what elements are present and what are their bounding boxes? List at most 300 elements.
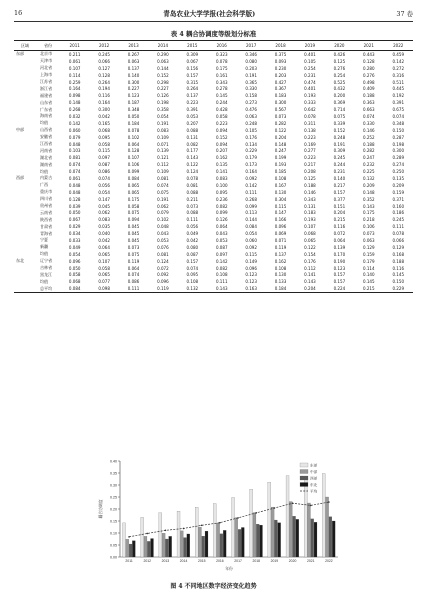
region-cell (14, 85, 36, 92)
region-cell (14, 223, 36, 230)
value-cell: 0.064 (127, 265, 140, 271)
value-cell: 0.048 (68, 182, 81, 188)
value-cell: 0.048 (68, 189, 81, 195)
value-cell: 0.176 (245, 134, 257, 140)
y-tick-label: 0.10 (110, 531, 117, 536)
value-cell: 0.066 (392, 237, 405, 243)
bar-东部 (250, 489, 253, 557)
legend-label: 西部 (310, 476, 318, 481)
value-cell: 0.135 (215, 162, 228, 168)
value-cell: 0.511 (392, 79, 405, 85)
average-point (237, 517, 239, 519)
bar-东部 (195, 507, 198, 557)
value-cell: 0.232 (362, 162, 375, 168)
value-cell: 0.092 (245, 244, 257, 250)
value-cell: 0.075 (127, 251, 140, 257)
value-cell: 0.063 (245, 113, 257, 119)
value-cell: 0.061 (68, 58, 81, 64)
column-header: 2016 (216, 43, 227, 48)
column-header: 2011 (69, 43, 80, 48)
bar-西部 (184, 538, 187, 557)
value-cell: 0.076 (157, 244, 169, 250)
value-cell: 0.115 (98, 148, 110, 154)
value-cell: 0.185 (274, 169, 287, 175)
value-cell: 0.077 (98, 279, 110, 285)
value-cell: 0.428 (215, 107, 228, 113)
value-cell: 0.236 (215, 196, 228, 202)
x-tick-label: 2013 (161, 559, 170, 563)
table-row (14, 65, 413, 72)
region-cell (14, 265, 36, 272)
value-cell: 0.148 (362, 189, 375, 195)
value-cell: 0.152 (333, 127, 346, 133)
value-cell: 0.459 (392, 51, 405, 57)
value-cell: 0.298 (157, 79, 169, 85)
value-cell: 0.427 (274, 79, 287, 85)
value-cell: 0.223 (186, 100, 199, 106)
value-cell: 0.273 (245, 100, 257, 106)
legend-swatch (300, 476, 308, 480)
value-cell: 0.074 (157, 182, 169, 188)
value-cell: 0.058 (68, 272, 81, 278)
table-row (14, 120, 413, 127)
x-tick-label: 2021 (306, 559, 315, 563)
value-cell: 0.115 (274, 203, 287, 209)
table-row (14, 147, 413, 154)
value-cell: 0.207 (215, 148, 228, 154)
value-cell: 0.073 (127, 244, 140, 250)
value-cell: 0.184 (127, 120, 140, 126)
value-cell: 0.049 (68, 244, 81, 250)
value-cell: 0.193 (274, 162, 287, 168)
value-cell: 0.401 (304, 51, 316, 57)
value-cell: 0.134 (245, 141, 257, 147)
value-cell: 0.092 (245, 175, 257, 181)
bar-中部 (144, 536, 147, 557)
table-row (14, 244, 413, 251)
value-cell: 0.215 (333, 217, 346, 223)
value-cell: 0.348 (127, 107, 140, 113)
header-rule (14, 21, 413, 22)
data-table (14, 40, 413, 293)
legend-label: 中部 (310, 469, 318, 474)
value-cell: 0.375 (274, 51, 287, 57)
value-cell: 0.190 (333, 258, 346, 264)
value-cell: 0.092 (157, 272, 169, 278)
value-cell: 0.054 (157, 113, 169, 119)
bar-中部 (253, 513, 256, 557)
value-cell: 0.287 (392, 134, 405, 140)
value-cell: 0.142 (215, 258, 228, 264)
column-header: 2015 (187, 43, 198, 48)
value-cell: 0.042 (186, 237, 199, 243)
value-cell: 0.032 (68, 113, 81, 119)
table-row (14, 196, 413, 203)
value-cell: 0.048 (68, 141, 81, 147)
column-header: 2019 (304, 43, 316, 48)
bar-西部 (238, 529, 241, 557)
journal-name: 青岛农业大学学报(社会科学版) (163, 10, 256, 18)
value-cell: 0.043 (215, 231, 228, 237)
value-cell: 0.114 (68, 72, 81, 78)
value-cell: 0.143 (215, 286, 228, 292)
chart-average-line (128, 501, 329, 537)
value-cell: 0.137 (127, 65, 140, 71)
value-cell: 0.142 (245, 182, 257, 188)
value-cell: 0.130 (274, 189, 287, 195)
value-cell: 0.162 (274, 258, 287, 264)
value-cell: 0.049 (186, 231, 199, 237)
value-cell: 0.050 (68, 210, 81, 216)
value-cell: 0.074 (362, 113, 375, 119)
value-cell: 0.073 (362, 231, 375, 237)
value-cell: 0.311 (304, 120, 316, 126)
region-cell (14, 244, 36, 251)
value-cell: 0.040 (98, 231, 110, 237)
region-cell (14, 278, 36, 285)
province-cell: 宁夏 (40, 237, 49, 243)
value-cell: 0.445 (392, 86, 405, 92)
province-cell: 均值 (40, 278, 49, 284)
value-cell: 0.204 (274, 134, 287, 140)
value-cell: 0.111 (186, 217, 199, 223)
value-cell: 0.343 (304, 196, 316, 202)
value-cell: 0.123 (245, 279, 257, 285)
bar-东部 (213, 503, 216, 557)
value-cell: 0.064 (127, 141, 140, 147)
value-cell: 0.330 (245, 86, 257, 92)
value-cell: 0.080 (245, 58, 257, 64)
legend-label: 东北 (310, 482, 318, 487)
value-cell: 0.339 (333, 120, 346, 126)
region-cell (14, 209, 36, 216)
value-cell: 0.094 (127, 217, 140, 223)
table-row (14, 230, 413, 237)
average-point (292, 502, 294, 504)
value-cell: 0.095 (215, 189, 228, 195)
value-cell: 0.173 (245, 162, 257, 168)
table-row (14, 58, 413, 65)
province-cell: 河南省 (40, 147, 53, 153)
value-cell: 0.259 (68, 79, 81, 85)
bar-东北 (314, 522, 317, 557)
value-cell: 0.113 (245, 210, 257, 216)
x-tick-label: 2011 (125, 559, 133, 563)
value-cell: 0.140 (362, 272, 375, 278)
value-cell: 0.188 (362, 141, 375, 147)
bar-东部 (177, 511, 180, 557)
value-cell: 0.280 (362, 65, 375, 71)
province-cell: 江苏省 (40, 79, 53, 84)
bar-东部 (268, 482, 271, 557)
value-cell: 0.071 (157, 141, 169, 147)
value-cell: 0.409 (362, 86, 375, 92)
value-cell: 0.099 (215, 210, 228, 216)
value-cell: 0.056 (98, 182, 110, 188)
value-cell: 0.183 (274, 93, 287, 99)
bar-中部 (217, 523, 220, 557)
value-cell: 0.309 (333, 148, 346, 154)
table-row (14, 189, 413, 196)
value-cell: 0.268 (245, 196, 257, 202)
value-cell: 0.084 (127, 175, 140, 181)
value-cell: 0.315 (186, 79, 199, 85)
value-cell: 0.208 (304, 169, 316, 175)
column-header: 2017 (245, 43, 257, 48)
bar-西部 (293, 516, 296, 557)
value-cell: 0.371 (392, 196, 405, 202)
bar-东部 (123, 523, 126, 557)
province-cell: 吉林省 (40, 265, 53, 271)
value-cell: 0.081 (186, 182, 199, 188)
table-row (14, 168, 413, 175)
column-header: 2021 (363, 43, 374, 48)
value-cell: 0.346 (245, 51, 257, 57)
value-cell: 0.129 (362, 244, 375, 250)
value-cell: 0.054 (245, 231, 257, 237)
value-cell: 0.227 (157, 86, 169, 92)
value-cell: 0.125 (304, 175, 316, 181)
region-cell (14, 141, 36, 148)
value-cell: 0.135 (392, 175, 405, 181)
value-cell: 0.066 (98, 58, 110, 64)
value-cell: 0.165 (98, 120, 110, 126)
value-cell: 0.043 (157, 231, 169, 237)
value-cell: 0.268 (68, 107, 81, 113)
value-cell: 0.105 (245, 127, 257, 133)
value-cell: 0.567 (274, 107, 287, 113)
bar-中部 (198, 527, 201, 557)
value-cell: 0.157 (186, 258, 199, 264)
value-cell: 0.088 (186, 189, 199, 195)
value-cell: 0.053 (157, 237, 169, 243)
value-cell: 0.348 (392, 120, 405, 126)
value-cell: 0.088 (186, 210, 199, 216)
value-cell: 0.053 (186, 113, 199, 119)
legend-label: 东部 (310, 463, 318, 468)
region-cell: 东北 (16, 258, 25, 264)
value-cell: 0.391 (186, 107, 199, 113)
y-tick-label: 0.20 (110, 507, 117, 512)
value-cell: 0.074 (392, 113, 405, 119)
column-header: 区域 (20, 42, 30, 48)
table-row (14, 203, 413, 210)
value-cell: 0.063 (362, 237, 375, 243)
value-cell: 0.064 (333, 237, 346, 243)
bar-line-chart (86, 451, 346, 579)
value-cell: 0.176 (304, 258, 316, 264)
region-cell (14, 189, 36, 196)
region-cell (14, 79, 36, 86)
value-cell: 0.139 (333, 244, 346, 250)
province-cell: 重庆市 (40, 189, 53, 195)
table-row (14, 79, 413, 86)
table-row (14, 223, 413, 230)
value-cell: 0.391 (392, 100, 405, 106)
value-cell: 0.074 (68, 162, 81, 168)
value-cell: 0.316 (392, 72, 405, 78)
bar-西部 (202, 536, 205, 557)
value-cell: 0.714 (333, 107, 346, 113)
value-cell: 0.103 (68, 148, 81, 154)
value-cell: 0.183 (304, 210, 316, 216)
value-cell: 0.474 (304, 79, 316, 85)
value-cell: 0.145 (215, 93, 228, 99)
x-tick-label: 2017 (234, 559, 242, 563)
value-cell: 0.050 (127, 113, 140, 119)
region-cell: 西部 (16, 175, 25, 181)
table-row (14, 85, 413, 92)
province-cell: 湖南省 (40, 161, 53, 167)
x-tick-label: 2012 (143, 559, 152, 563)
value-cell: 0.056 (186, 224, 199, 230)
value-cell: 0.254 (304, 65, 316, 71)
value-cell: 0.112 (157, 162, 169, 168)
value-cell: 0.252 (362, 134, 375, 140)
region-cell (14, 161, 36, 168)
province-cell: 均值 (40, 168, 49, 174)
value-cell: 0.187 (127, 100, 140, 106)
value-cell: 0.204 (304, 286, 316, 292)
province-cell: 山东省 (40, 99, 53, 105)
value-cell: 0.401 (304, 86, 316, 92)
value-cell: 0.198 (157, 100, 169, 106)
value-cell: 0.116 (392, 265, 405, 271)
value-cell: 0.045 (127, 237, 140, 243)
region-cell: 中部 (16, 127, 25, 133)
value-cell: 0.157 (333, 189, 346, 195)
province-cell: 广西 (40, 182, 49, 188)
column-header: 2018 (275, 43, 286, 48)
value-cell: 0.300 (392, 148, 405, 154)
value-cell: 0.247 (362, 155, 375, 161)
volume-number: 37 卷 (396, 9, 413, 18)
value-cell: 0.137 (186, 93, 199, 99)
value-cell: 0.224 (333, 286, 346, 292)
value-cell: 0.141 (215, 169, 228, 175)
value-cell: 0.179 (362, 258, 375, 264)
value-cell: 0.122 (274, 127, 287, 133)
province-cell: 总平均 (40, 285, 53, 291)
value-cell: 0.231 (304, 72, 316, 78)
province-cell: 贵州省 (40, 203, 53, 209)
value-cell: 0.109 (157, 169, 169, 175)
value-cell: 0.162 (215, 155, 228, 161)
value-cell: 0.074 (186, 265, 199, 271)
x-tick-label: 2022 (325, 559, 333, 563)
value-cell: 0.093 (274, 58, 287, 64)
region-cell (14, 272, 36, 279)
value-cell: 0.111 (215, 279, 228, 285)
province-cell: 上海市 (40, 72, 53, 78)
value-cell: 0.177 (186, 148, 199, 154)
table-row (14, 251, 413, 258)
bar-东北 (332, 521, 335, 557)
table-row (14, 72, 413, 79)
value-cell: 0.086 (98, 169, 110, 175)
bar-东部 (304, 478, 307, 557)
region-cell (14, 154, 36, 161)
value-cell: 0.108 (186, 279, 199, 285)
value-cell: 0.272 (392, 65, 405, 71)
value-cell: 0.204 (333, 210, 346, 216)
value-cell: 0.081 (157, 251, 169, 257)
value-cell: 0.067 (186, 58, 199, 64)
figure-caption: 图 4 不同地区数字经济变化趋势 (170, 583, 257, 590)
value-cell: 0.073 (274, 113, 287, 119)
value-cell: 0.128 (98, 72, 110, 78)
value-cell: 0.200 (333, 93, 346, 99)
table-row (14, 127, 413, 134)
legend-swatch (300, 463, 308, 467)
value-cell: 0.642 (304, 107, 316, 113)
value-cell: 0.244 (333, 162, 346, 168)
value-cell: 0.099 (245, 203, 257, 209)
value-cell: 0.116 (333, 224, 346, 230)
table-row (14, 216, 413, 223)
value-cell: 0.215 (362, 286, 375, 292)
y-tick-label: 0.00 (110, 555, 117, 560)
value-cell: 0.072 (333, 231, 346, 237)
value-cell: 0.128 (127, 148, 140, 154)
value-cell: 0.060 (68, 127, 81, 133)
value-cell: 0.203 (274, 72, 287, 78)
value-cell: 0.188 (392, 258, 405, 264)
bar-中部 (271, 507, 274, 557)
province-cell: 均值 (40, 251, 49, 257)
value-cell: 0.102 (157, 217, 169, 223)
value-cell: 0.102 (127, 134, 140, 140)
region-cell (14, 134, 36, 141)
value-cell: 0.109 (157, 134, 169, 140)
province-cell: 广东省 (40, 106, 53, 112)
value-cell: 0.247 (274, 148, 287, 154)
province-cell: 内蒙古 (40, 175, 53, 181)
value-cell: 0.042 (98, 113, 110, 119)
value-cell: 0.250 (392, 169, 405, 175)
bar-东北 (151, 539, 154, 557)
value-cell: 0.282 (274, 120, 287, 126)
value-cell: 0.078 (186, 175, 199, 181)
value-cell: 0.029 (68, 224, 81, 230)
value-cell: 0.290 (157, 51, 169, 57)
region-cell (14, 147, 36, 154)
value-cell: 0.042 (98, 237, 110, 243)
value-cell: 0.083 (98, 217, 110, 223)
value-cell: 0.142 (392, 58, 405, 64)
bar-东部 (232, 497, 235, 557)
value-cell: 0.217 (333, 182, 346, 188)
bar-东北 (205, 531, 208, 557)
average-point (328, 501, 330, 503)
bar-东部 (286, 476, 289, 557)
value-cell: 0.122 (186, 162, 199, 168)
value-cell: 0.069 (274, 231, 287, 237)
table-row (14, 134, 413, 141)
value-cell: 0.098 (98, 286, 110, 292)
value-cell: 0.443 (362, 51, 375, 57)
value-cell: 0.072 (157, 265, 169, 271)
value-cell: 0.191 (245, 72, 257, 78)
bar-东北 (296, 519, 299, 557)
value-cell: 0.065 (304, 237, 316, 243)
region-cell (14, 92, 36, 99)
y-tick-label: 0.35 (110, 471, 117, 476)
value-cell: 0.363 (362, 100, 375, 106)
region-cell (14, 58, 36, 65)
value-cell: 0.095 (186, 272, 199, 278)
value-cell: 0.067 (68, 217, 81, 223)
